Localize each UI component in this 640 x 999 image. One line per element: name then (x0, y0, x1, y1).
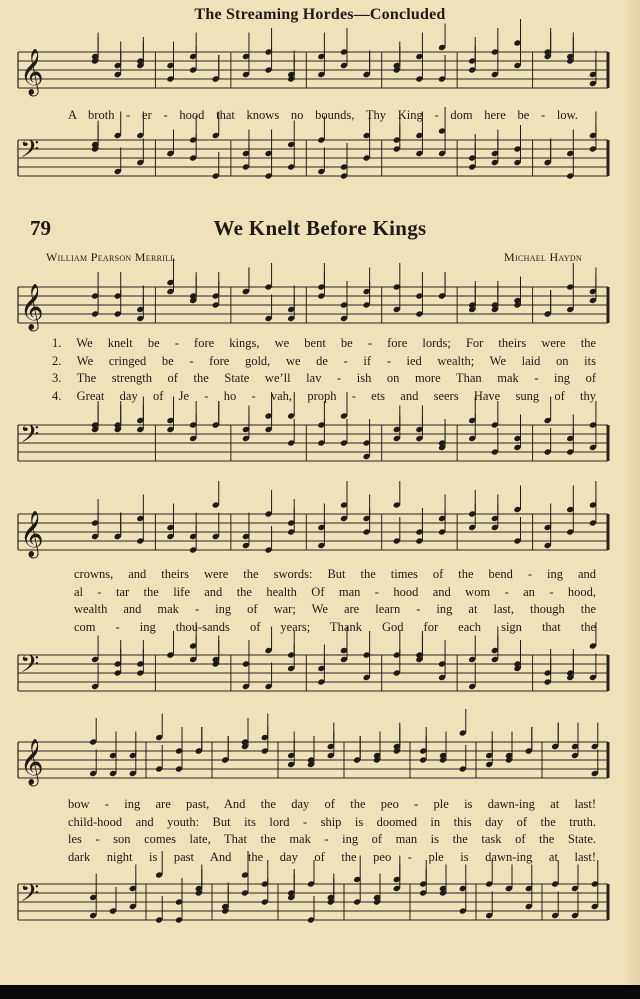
hymn-title: We Knelt Before Kings (213, 216, 427, 240)
verse-1-line: 1. We knelt be - fore kings, we bent be - fore lords; For theirs were the (52, 336, 596, 350)
verse-4-line: dark night is past And the day of the peo - ple is dawn-ing at last! (68, 849, 596, 864)
page-title: The Streaming Hordes—Concluded (194, 6, 446, 23)
lyrics-system-1 (52, 335, 596, 405)
words-author: William Pearson Merrill (46, 250, 176, 264)
bass-clef-icon: 𝄢 (20, 420, 40, 455)
treble-clef-icon: 𝄞 (20, 739, 44, 785)
scan-border (0, 985, 640, 999)
bass-clef-icon: 𝄢 (20, 135, 40, 170)
bass-clef-icon: 𝄢 (20, 879, 40, 914)
verse-3-line: wealth and mak - ing of war; We are learn - ing at last, though the (74, 602, 596, 616)
treble-clef-icon: 𝄞 (20, 284, 44, 330)
treble-clef-icon: 𝄞 (20, 511, 44, 557)
lyrics-system-2 (74, 566, 596, 636)
verse-1-line: bow - ing are past, And the day of the peo - ple is dawn-ing at last! (68, 797, 596, 811)
verse-3-line: 3. The strength of the State we’ll lav - ish on more Than mak - ing of (52, 371, 596, 385)
treble-clef-icon: 𝄞 (20, 49, 44, 95)
verse-4-line: 4. Great day of Je - ho - vah, proph - ets and seers Have sung of thy (52, 388, 596, 403)
verse-2-line: 2. We cringed be - fore gold, we de - if - ied wealth; We laid on its (52, 353, 596, 368)
bass-clef-icon: 𝄢 (20, 650, 40, 685)
hymn-number: 79 (30, 216, 51, 240)
music-composer: Michael Haydn (504, 250, 582, 264)
continuation-lyric: A broth - er - hood that knows no bounds, Thy King - dom here be - low. (68, 108, 578, 122)
verse-1-line: crowns, and theirs were the swords: But the times of the bend - ing and (74, 567, 596, 581)
verse-2-line: al - tar the life and the health Of man - hood and wom - an - hood, (74, 584, 596, 599)
verse-4-line: com - ing thou-sands of years; Thank God for each sign that the (74, 619, 596, 634)
verse-2-line: child-hood and youth: But its lord - ship is doomed in this day of the truth. (68, 814, 596, 829)
verse-3-line: les - son comes late, That the mak - ing of man is the task of the State. (68, 832, 596, 846)
lyrics-system-3 (68, 796, 596, 866)
